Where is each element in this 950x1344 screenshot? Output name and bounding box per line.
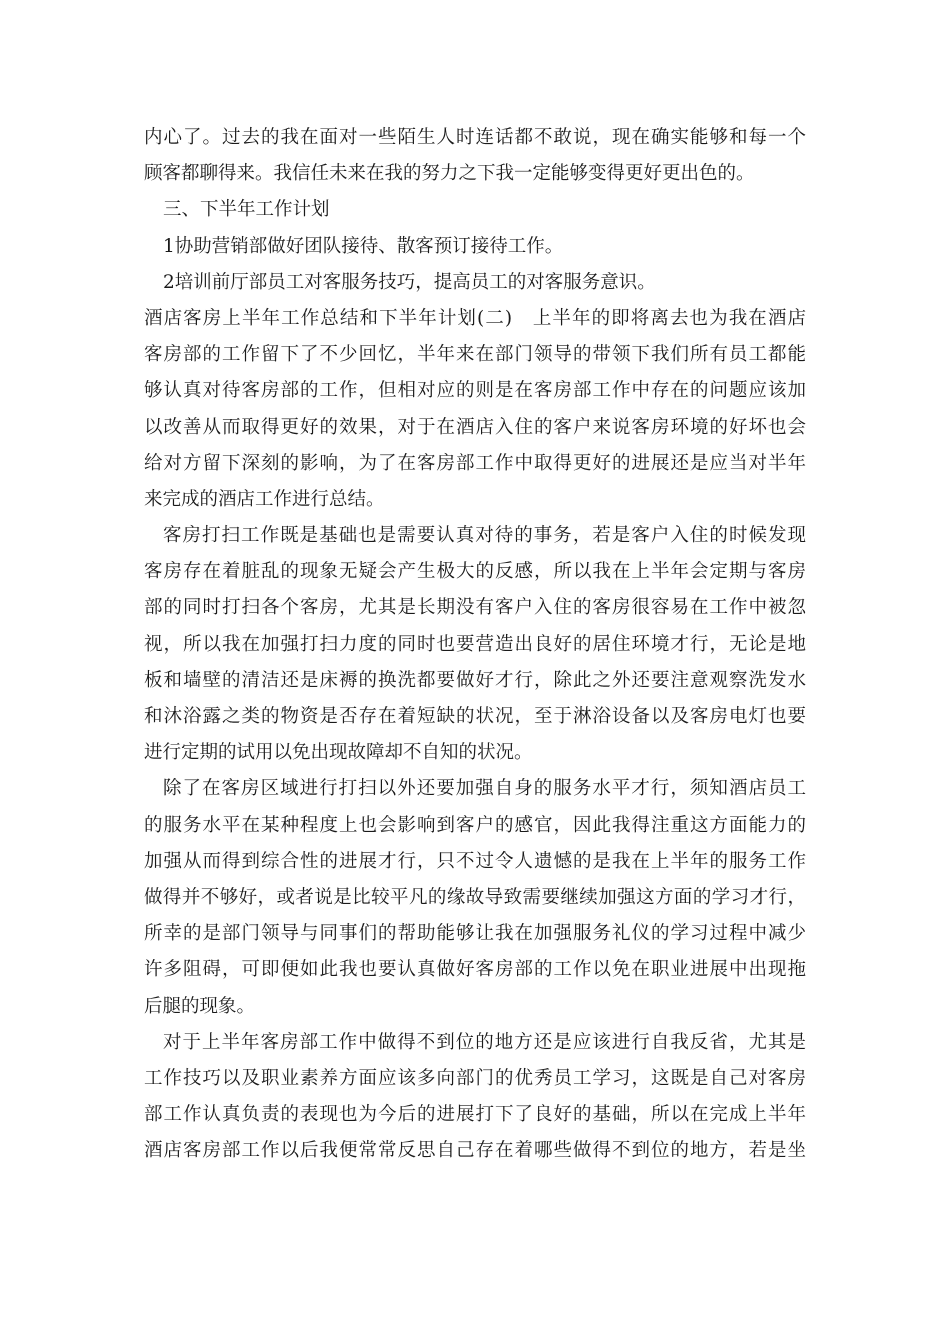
text-line: 2培训前厅部员工对客服务技巧，提高员工的对客服务意识。 [163, 271, 656, 293]
text-line: 够认真对待客房部的工作，但相对应的则是在客房部工作中存在的问题应该加 [144, 380, 806, 402]
text-line: 做得并不够好，或者说是比较平凡的缘故导致需要继续加强这方面的学习才行， [144, 886, 806, 908]
text-line: 内心了。过去的我在面对一些陌生人时连话都不敢说，现在确实能够和每一个 [144, 127, 806, 148]
text-line: 许多阻碍，可即便如此我也要认真做好客房部的工作以免在职业进展中出现拖 [144, 959, 806, 981]
text-line: 来完成的酒店工作进行总结。 [144, 488, 385, 510]
text-line: 部工作认真负责的表现也为今后的进展打下了良好的基础，所以在完成上半年 [144, 1104, 806, 1126]
text-line: 工作技巧以及职业素养方面应该多向部门的优秀员工学习，这既是自己对客房 [144, 1067, 806, 1089]
text-line: 客房打扫工作既是基础也是需要认真对待的事务，若是客户入住的时候发现 [163, 525, 806, 547]
text-line: 视，所以我在加强打扫力度的同时也要营造出良好的居住环境才行，无论是地 [144, 633, 806, 655]
text-line: 和沐浴露之类的物资是否存在着短缺的状况，至于淋浴设备以及客房电灯也要 [144, 706, 806, 727]
text-line: 顾客都聊得来。我信任未来在我的努力之下我一定能够变得更好更出色的。 [144, 163, 755, 185]
text-line: 三、下半年工作计划 [163, 199, 330, 221]
text-line: 客房存在着脏乱的现象无疑会产生极大的反感，所以我在上半年会定期与客房 [144, 561, 806, 583]
text-line: 1协助营销部做好团队接待、散客预订接待工作。 [163, 235, 564, 257]
text-line: 板和墙壁的清洁还是床褥的换洗都要做好才行，除此之外还要注意观察洗发水 [144, 669, 806, 691]
text-line: 除了在客房区域进行打扫以外还要加强自身的服务水平才行，须知酒店员工 [163, 778, 806, 800]
text-line: 进行定期的试用以免出现故障却不自知的状况。 [144, 742, 533, 764]
text-line: 酒店客房上半年工作总结和下半年计划(二) 上半年的即将离去也为我在酒店 [144, 307, 806, 329]
text-line: 的服务水平在某种程度上也会影响到客户的感官，因此我得注重这方面能力的 [144, 814, 806, 836]
text-line: 对于上半年客房部工作中做得不到位的地方还是应该进行自我反省，尤其是 [163, 1031, 806, 1053]
text-line: 客房部的工作留下了不少回忆，半年来在部门领导的带领下我们所有员工都能 [144, 344, 806, 366]
text-line: 加强从而得到综合性的进展才行，只不过令人遗憾的是我在上半年的服务工作 [144, 850, 806, 872]
text-line: 给对方留下深刻的影响，为了在客房部工作中取得更好的进展还是应当对半年 [144, 452, 806, 474]
text-line: 所幸的是部门领导与同事们的帮助能够让我在加强服务礼仪的学习过程中减少 [144, 923, 806, 945]
text-line: 酒店客房部工作以后我便常常反思自己存在着哪些做得不到位的地方，若是坐 [144, 1140, 806, 1162]
document-body [144, 120, 806, 1169]
text-line: 部的同时打扫各个客房，尤其是长期没有客户入住的客房很容易在工作中被忽 [144, 597, 806, 619]
text-line: 后腿的现象。 [144, 995, 256, 1017]
text-line: 以改善从而取得更好的效果，对于在酒店入住的客户来说客房环境的好坏也会 [144, 416, 806, 438]
